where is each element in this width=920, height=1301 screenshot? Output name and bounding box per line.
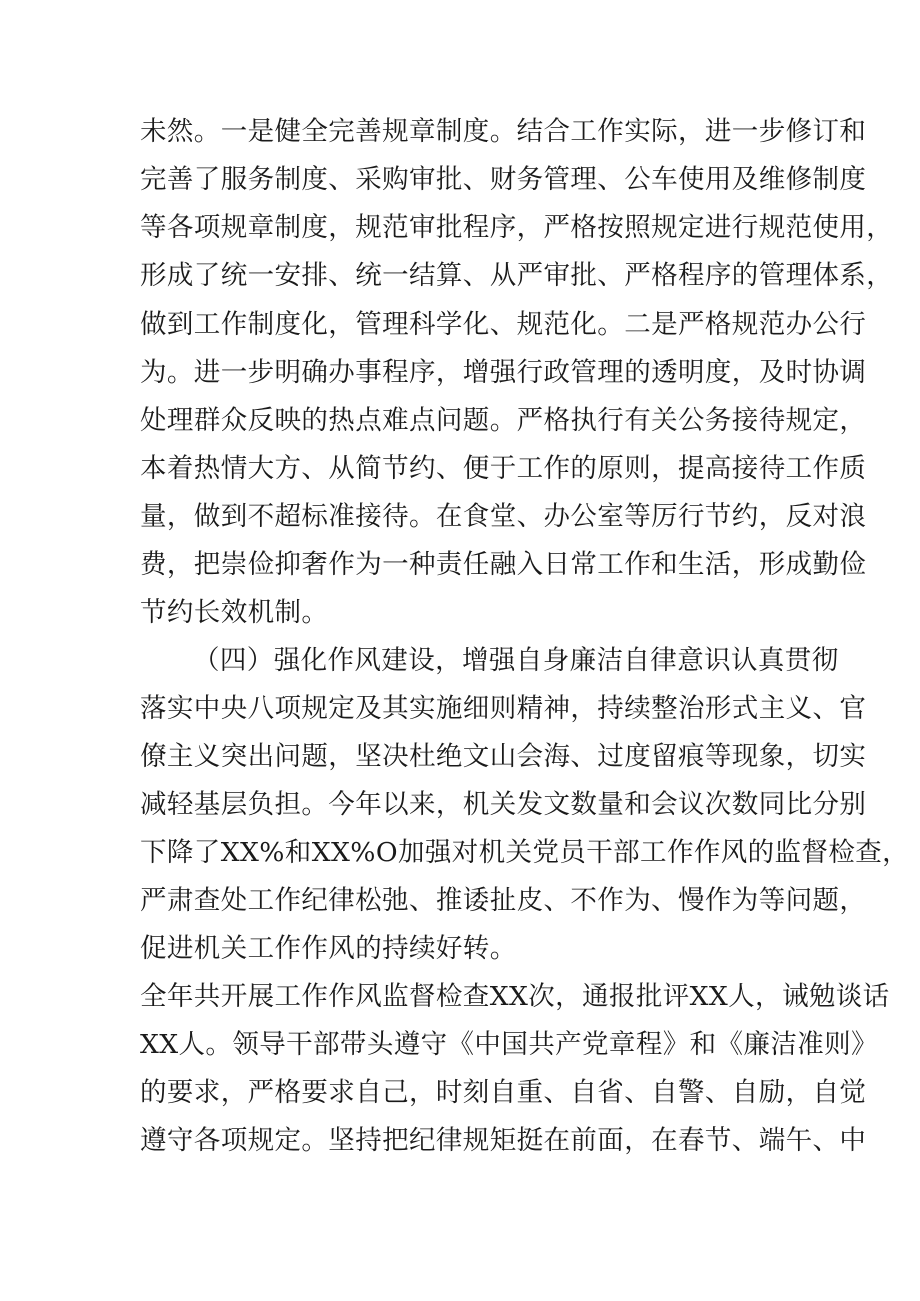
text-line: 下降了XX%和XX%O加强对机关党员干部工作作风的监督检查，	[140, 837, 910, 868]
text-line: 严肃查处工作纪律松弛、推诿扯皮、不作为、慢作为等问题，	[140, 885, 867, 916]
text-line: 减轻基层负担。今年以来，机关发文数量和会议次数同比分别	[140, 789, 867, 820]
text-line: 形成了统一安排、统一结算、从严审批、严格程序的管理体系，	[140, 260, 894, 291]
text-line: 促进机关工作作风的持续好转。	[140, 933, 517, 964]
text-line: 全年共开展工作作风监督检查XX次，通报批评XX人，诫勉谈话	[140, 981, 890, 1012]
text-line: 处理群众反映的热点难点问题。严格执行有关公务接待规定，	[140, 405, 867, 436]
text-line: 僚主义突出问题，坚决杜绝文山会海、过度留痕等现象，切实	[140, 741, 867, 772]
text-line: 等各项规章制度，规范审批程序，严格按照规定进行规范使用，	[140, 212, 894, 243]
text-line: 做到工作制度化，管理科学化、规范化。二是严格规范办公行	[140, 309, 867, 340]
section-heading-line: （四）强化作风建设，增强自身廉洁自律意识认真贯彻	[193, 645, 839, 676]
text-line: 落实中央八项规定及其实施细则精神，持续整治形式主义、官	[140, 693, 867, 724]
text-line: 遵守各项规定。坚持把纪律规矩挺在前面，在春节、端午、中	[140, 1125, 867, 1156]
text-line: 未然。一是健全完善规章制度。结合工作实际，进一步修订和	[140, 116, 867, 147]
text-line: 本着热情大方、从简节约、便于工作的原则，提高接待工作质	[140, 453, 867, 484]
text-line: 费，把崇俭抑奢作为一种责任融入日常工作和生活，形成勤俭	[140, 549, 867, 580]
text-line: XX人。领导干部带头遵守《中国共产党章程》和《廉洁准则》	[140, 1029, 878, 1060]
text-line: 节约长效机制。	[140, 597, 329, 628]
text-line: 量，做到不超标准接待。在食堂、办公室等厉行节约，反对浪	[140, 501, 867, 532]
text-line: 的要求，严格要求自己，时刻自重、自省、自警、自励，自觉	[140, 1077, 867, 1108]
text-line: 完善了服务制度、采购审批、财务管理、公车使用及维修制度	[140, 164, 867, 195]
text-line: 为。进一步明确办事程序，增强行政管理的透明度，及时协调	[140, 357, 867, 388]
